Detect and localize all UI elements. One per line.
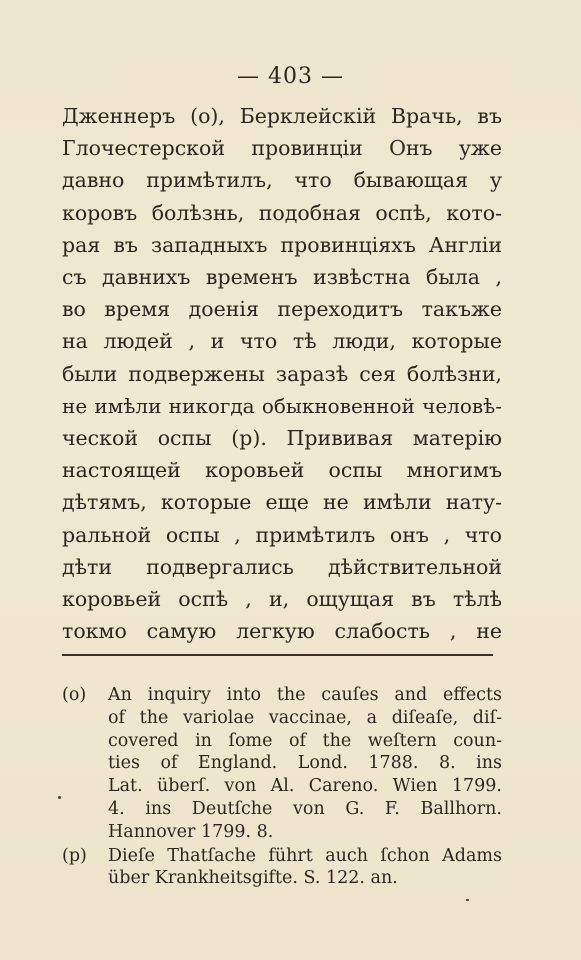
text-line: коровьей оспѣ , и, ощущая въ тѣлѣ — [62, 587, 502, 612]
footnotes — [62, 684, 502, 890]
text-line: на людей , и что тѣ люди, которые — [62, 329, 502, 354]
text-line: дѣти подвергались дѣйствительной — [62, 554, 502, 579]
text-line: рая въ западныхъ провинціяхъ Англіи — [62, 232, 502, 257]
footnote-line: covered in ſome of the weſtern coun- — [108, 730, 502, 751]
footnote-line: ties of England. Lond. 1788. 8. ins — [108, 753, 502, 774]
text-line: Глочестерской провинціи Онъ уже — [62, 136, 502, 161]
footnote-line: Lat. überſ. von Al. Careno. Wien 1799. — [108, 776, 502, 797]
text-line: съ давнихъ временъ извѣстна была , — [62, 265, 502, 290]
text-line: ческой оспы (р). Прививая матерію — [62, 426, 502, 451]
text-line: Дженнеръ (о), Берклейскій Врачь, въ — [62, 104, 502, 128]
footnote-o — [62, 684, 502, 844]
text-line: дѣтямъ, которые еще не имѣли нату- — [62, 490, 502, 515]
footnote-mark: (p) — [62, 845, 87, 866]
text-line: настоящей коровьей оспы многимъ — [62, 458, 502, 483]
footnote-line: Hannover 1799. 8. — [108, 821, 274, 842]
text-line: не имѣли никогда обыкновенной человѣ- — [62, 393, 502, 418]
text-line: ральной оспы , примѣтилъ онъ , что — [62, 522, 502, 547]
text-line: токмо самую легкую слабость , не — [62, 619, 502, 644]
footnote-line: 4. ins Deutſche von G. F. Ballhorn. — [108, 798, 502, 819]
footnote-line: Dieſe Thatſache führt auch ſchon Adams — [108, 845, 502, 866]
footnote-line: of the variolae vaccinae, a diſeaſe, diſ- — [108, 707, 502, 728]
footnote-line: über Krankheitsgifte. S. 122. an. — [108, 868, 398, 889]
ink-speck — [466, 899, 469, 901]
page-number: — 403 — — [237, 64, 344, 89]
text-line: были подвержены заразѣ сея болѣзни, — [62, 361, 502, 386]
footnote-mark: (o) — [62, 685, 87, 705]
main-text — [62, 100, 502, 647]
footnote-divider — [62, 654, 493, 656]
footnote-line: An inquiry into the cauſes and effects — [108, 685, 502, 705]
ink-speck — [58, 796, 61, 799]
footnote-p — [62, 845, 502, 891]
text-line: коровъ болѣзнь, подобная оспѣ, кото- — [62, 200, 502, 225]
text-line: давно примѣтилъ, что бывающая у — [62, 168, 502, 193]
text-line: во время доенія переходитъ такъже — [62, 297, 502, 322]
